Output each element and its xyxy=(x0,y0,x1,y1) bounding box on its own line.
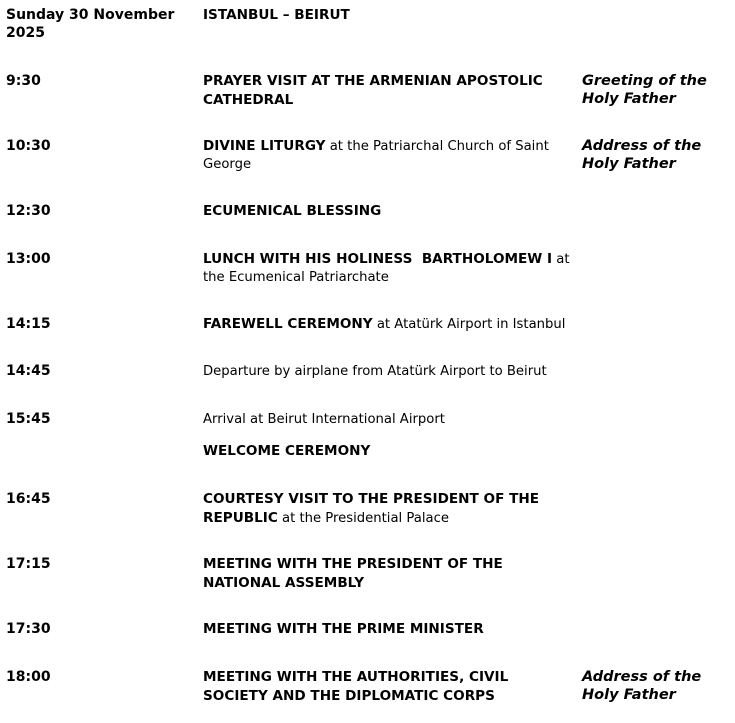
event-description xyxy=(203,202,573,221)
event-time: 17:15 xyxy=(6,556,51,572)
event-title: DIVINE LITURGY xyxy=(203,138,326,154)
event-time: 14:45 xyxy=(6,363,51,379)
event-detail: Arrival at Beirut International Airport xyxy=(203,412,445,427)
event-description xyxy=(203,410,573,429)
event-description xyxy=(203,250,573,287)
event-description xyxy=(203,490,573,528)
event-title: WELCOME CEREMONY xyxy=(203,443,371,459)
event-description xyxy=(203,72,573,110)
event-description xyxy=(203,362,573,381)
event-description xyxy=(203,620,573,639)
event-time: 9:30 xyxy=(6,73,41,89)
event-title: FAREWELL CEREMONY xyxy=(203,316,373,332)
event-detail: Departure by airplane from Atatürk Airport to Beirut xyxy=(203,364,547,379)
event-description xyxy=(203,442,573,461)
event-title: COURTESY VISIT TO THE PRESIDENT OF THE REPUBLIC xyxy=(203,491,540,526)
event-title: MEETING WITH THE PRIME MINISTER xyxy=(203,621,484,637)
event-time: 18:00 xyxy=(6,669,51,685)
event-description xyxy=(203,555,573,593)
event-time: 13:00 xyxy=(6,251,51,267)
event-time: 15:45 xyxy=(6,411,51,427)
event-description xyxy=(203,137,573,174)
event-title: LUNCH WITH HIS HOLINESS BARTHOLOMEW I xyxy=(203,251,553,267)
event-time: 10:30 xyxy=(6,138,51,154)
date-heading: Sunday 30 November 2025 xyxy=(6,7,175,41)
event-time: 16:45 xyxy=(6,491,51,507)
event-detail: at the Patriarchal Church of Saint George xyxy=(203,139,549,172)
event-note: Address of the Holy Father xyxy=(582,138,702,172)
route-heading: ISTANBUL – BEIRUT xyxy=(203,7,350,23)
event-title: MEETING WITH THE AUTHORITIES, CIVIL SOCIETY AND THE DIPLOMATIC CORPS xyxy=(203,669,509,704)
event-time: 12:30 xyxy=(6,203,51,219)
event-note: Greeting of the Holy Father xyxy=(582,73,707,107)
event-detail: at the Ecumenical Patriarchate xyxy=(203,252,570,285)
event-title: MEETING WITH THE PRESIDENT OF THE NATIONAL ASSEMBLY xyxy=(203,556,503,591)
event-detail: at Atatürk Airport in Istanbul xyxy=(372,317,566,332)
event-description xyxy=(203,315,573,334)
event-description xyxy=(203,668,533,706)
event-title: PRAYER VISIT AT THE ARMENIAN APOSTOLIC CATHEDRAL xyxy=(203,73,543,108)
event-title: ECUMENICAL BLESSING xyxy=(203,203,382,219)
event-time: 14:15 xyxy=(6,316,51,332)
event-detail: at the Presidential Palace xyxy=(277,511,449,526)
event-note: Address of the Holy Father xyxy=(582,669,702,703)
event-time: 17:30 xyxy=(6,621,51,637)
